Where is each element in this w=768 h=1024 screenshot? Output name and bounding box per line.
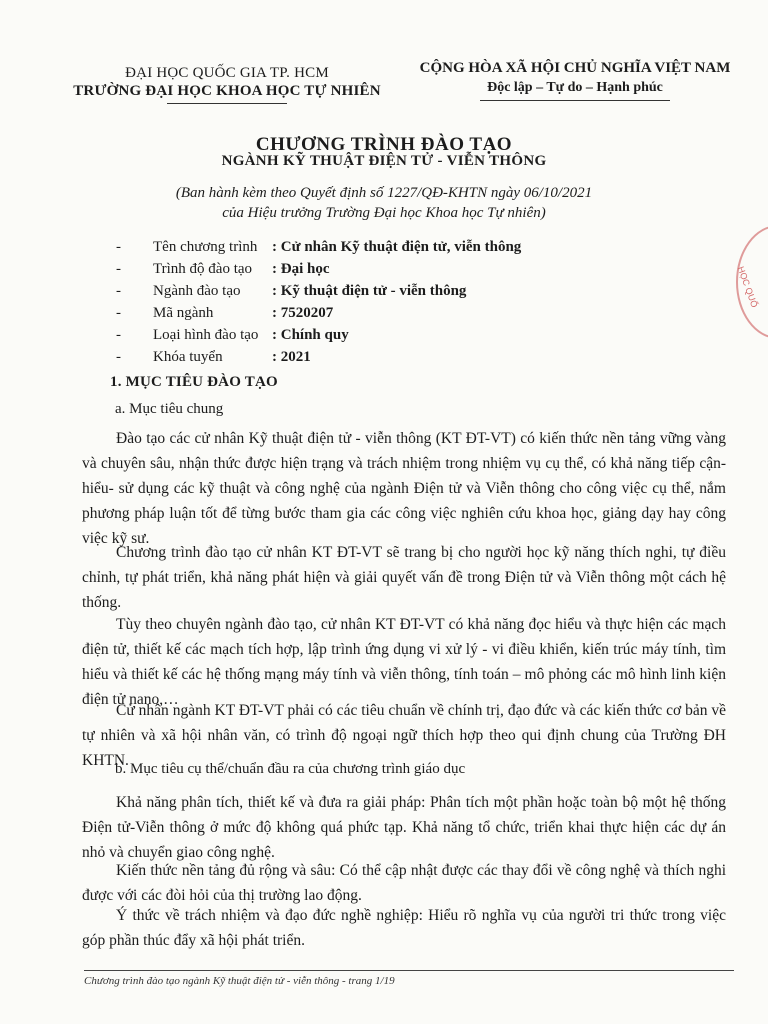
paragraph: Chương trình đào tạo cử nhân KT ĐT-VT sẽ trang bị cho người học kỹ năng thích nghi, tự điều chỉnh, tự phát triển, khả năng phát hiện và giải quyết vấn đề trong Điện tử và Viễn thông một cách hệ thống. [82, 544, 726, 611]
paragraph: Kiến thức nền tảng đủ rộng và sâu: Có thể cập nhật được các thay đổi về công nghệ và thích nghi được với các đòi hỏi của thị trường lao động. [82, 862, 726, 904]
paragraph: Cử nhân ngành KT ĐT-VT phải có các tiêu chuẩn về chính trị, đạo đức và các kiến thức cơ bản về tự nhiên và xã hội nhân văn, có trình độ ngoại ngữ thích hợp theo qui định chung của Trường ĐH KHTN. [82, 702, 726, 769]
university-name: ĐẠI HỌC QUỐC GIA TP. HCM [125, 65, 329, 81]
list-dash: - [116, 261, 121, 277]
program-info-row [116, 302, 616, 324]
list-dash: - [116, 327, 121, 343]
page-footer: Chương trình đào tạo ngành Kỹ thuật điện tử - viễn thông - trang 1/19 [84, 975, 395, 987]
program-info-label: Tên chương trình [153, 239, 258, 255]
header-left-underline [167, 103, 287, 104]
list-dash: - [116, 305, 121, 321]
program-info-value: : Đại học [272, 261, 330, 277]
document-title: CHƯƠNG TRÌNH ĐÀO TẠO [255, 134, 513, 155]
section-heading: 1. MỤC TIÊU ĐÀO TẠO [110, 374, 278, 390]
country-name: CỘNG HÒA XÃ HỘI CHỦ NGHĨA VIỆT NAM [419, 60, 731, 76]
program-info-row [116, 324, 616, 346]
stamp-text: HỌC QUỐ [735, 265, 760, 309]
program-info-value: : Kỹ thuật điện tử - viễn thông [272, 283, 467, 299]
university-header [62, 64, 392, 104]
header-right-underline [480, 100, 670, 101]
program-info-label: Mã ngành [153, 305, 214, 321]
paragraph: Ý thức về trách nhiệm và đạo đức nghề nghiệp: Hiểu rõ nghĩa vụ của người tri thức trong việc góp phần thúc đẩy xã hội phát triển. [82, 907, 726, 949]
program-info-value: : Cử nhân Kỹ thuật điện tử, viễn thông [272, 239, 522, 255]
subsection-heading-a: a. Mục tiêu chung [115, 401, 224, 417]
national-motto: Độc lập – Tự do – Hạnh phúc [487, 80, 663, 95]
program-info-label: Trình độ đào tạo [153, 261, 253, 277]
decree-line-1: (Ban hành kèm theo Quyết định số 1227/QĐ-KHTN ngày 06/10/2021 [175, 185, 593, 201]
program-info-label: Loại hình đào tạo [153, 327, 259, 343]
list-dash: - [116, 283, 121, 299]
program-info-value: : 7520207 [272, 305, 334, 321]
document-subtitle: NGÀNH KỸ THUẬT ĐIỆN TỬ - VIỄN THÔNG [221, 153, 547, 169]
national-header [400, 58, 750, 101]
program-info-row [116, 236, 616, 258]
school-name: TRƯỜNG ĐẠI HỌC KHOA HỌC TỰ NHIÊN [73, 83, 381, 99]
program-info-row [116, 280, 616, 302]
subsection-heading-b: b. Mục tiêu cụ thể/chuẩn đầu ra của chương trình giáo dục [115, 761, 466, 777]
program-info-value: : 2021 [272, 349, 311, 365]
decree-line-2: của Hiệu trưởng Trường Đại học Khoa học Tự nhiên) [222, 205, 546, 221]
decree-note [0, 183, 768, 223]
footer-divider [84, 970, 734, 971]
program-info-row [116, 346, 616, 368]
program-info-list [116, 236, 616, 368]
list-dash: - [116, 239, 121, 255]
paragraph: Khả năng phân tích, thiết kế và đưa ra giải pháp: Phân tích một phần hoặc toàn bộ một hệ thống Điện tử-Viễn thông ở mức độ không quá phức tạp. Khả năng tổ chức, triển khai thực hiện các dự án nhỏ và chuyển giao công nghệ. [82, 794, 726, 861]
program-info-row [116, 258, 616, 280]
program-info-value: : Chính quy [272, 327, 349, 343]
program-info-label: Ngành đào tạo [153, 283, 241, 299]
program-info-label: Khóa tuyển [153, 349, 223, 365]
paragraph: Đào tạo các cử nhân Kỹ thuật điện tử - viễn thông (KT ĐT-VT) có kiến thức nền tảng vững vàng và chuyên sâu, nhận thức được hiện trạng và trách nhiệm trong nhiệm vụ cụ thể, có khả năng tiếp cận- hiểu- sử dụng các kỹ thuật và công nghệ của ngành Điện tử và Viễn thông cho công việc cụ thể, nắm phương pháp luận tốt để từng bước tham gia các công việc nghiên cứu khoa học, giảng dạy hay công việc kỹ sư. [82, 430, 726, 547]
paragraph: Tùy theo chuyên ngành đào tạo, cử nhân KT ĐT-VT có khả năng đọc hiểu và thực hiện các mạch điện tử, thiết kế các mạch tích hợp, lập trình ứng dụng vi xử lý - vi điều khiển, kiến trúc máy tính, tìm hiểu và thiết kế các hệ thống mạng máy tính và viễn thông, tính toán – mô phỏng các mô hình linh kiện điện tử nano,… [82, 616, 726, 708]
list-dash: - [116, 349, 121, 365]
